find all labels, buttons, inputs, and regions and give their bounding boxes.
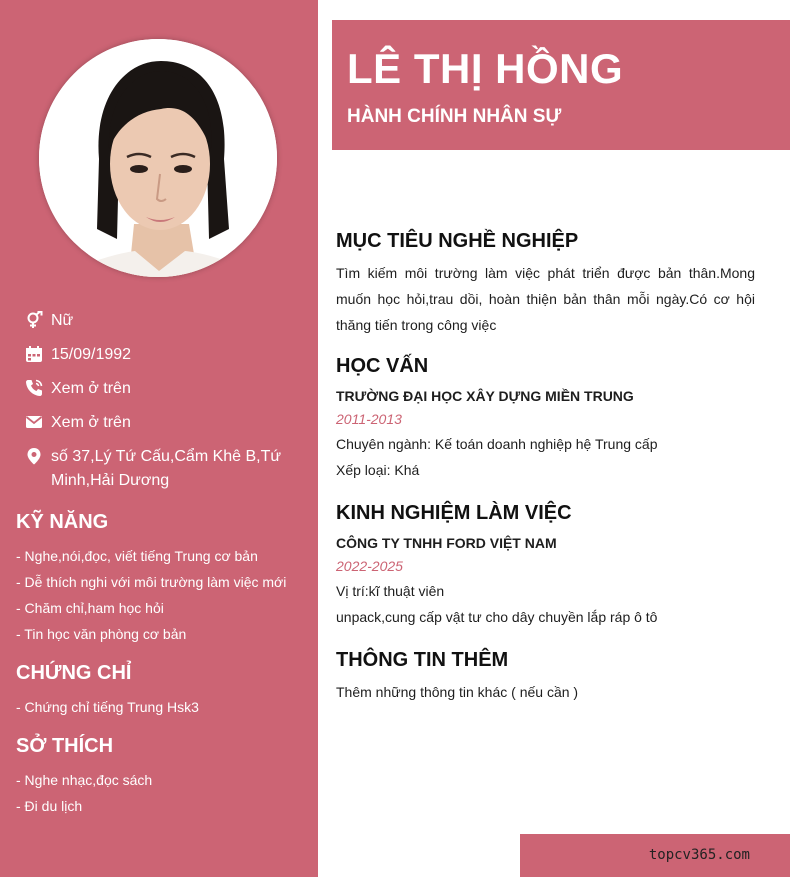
skill-item: - Chăm chỉ,ham học hỏi — [16, 600, 164, 616]
contact-birthday — [24, 343, 304, 367]
location-icon — [24, 445, 44, 467]
objective-title: MỤC TIÊU NGHỀ NGHIỆP — [336, 230, 579, 252]
skill-item: - Nghe,nói,đọc, viết tiếng Trung cơ bản — [16, 548, 258, 564]
candidate-name: LÊ THỊ HỒNG — [347, 45, 624, 92]
experience-section — [336, 500, 755, 630]
skill-item: - Dễ thích nghi với môi trường làm việc mới — [16, 574, 287, 590]
additional-title: THÔNG TIN THÊM — [336, 649, 509, 671]
experience-title: KINH NGHIỆM LÀM VIỆC — [336, 502, 572, 524]
phone-icon — [24, 377, 44, 399]
header-banner — [332, 20, 790, 150]
email-icon — [24, 411, 44, 433]
additional-section — [336, 647, 755, 705]
gender-icon — [24, 309, 44, 331]
objective-text: Tìm kiếm môi trường làm việc phát triển được bản thân.Mong muốn học hỏi,trau dồi, hoàn thiện bản thân mỗi ngày.Có cơ hội thăng tiến trong công việc — [336, 265, 755, 333]
avatar-photo — [39, 39, 277, 277]
education-major: Chuyên ngành: Kế toán doanh nghiệp hệ Trung cấp — [336, 436, 658, 452]
hobby-item: - Đi du lịch — [16, 798, 83, 814]
skill-item: - Tin học văn phòng cơ bản — [16, 626, 187, 642]
company-name: CÔNG TY TNHH FORD VIỆT NAM — [336, 535, 557, 551]
contact-address — [24, 445, 304, 493]
experience-role: Vị trí:kĩ thuật viên — [336, 583, 445, 599]
gender-text: Nữ — [51, 312, 74, 329]
birthday-text: 15/09/1992 — [51, 346, 132, 363]
candidate-position: HÀNH CHÍNH NHÂN SỰ — [347, 106, 562, 127]
contact-phone — [24, 377, 304, 401]
footer-bar — [520, 834, 790, 877]
experience-period: 2022-2025 — [336, 558, 403, 574]
calendar-icon — [24, 343, 44, 365]
certificate-item: - Chứng chỉ tiếng Trung Hsk3 — [16, 699, 199, 715]
contact-email — [24, 411, 304, 435]
education-section — [336, 353, 755, 483]
avatar — [39, 39, 277, 277]
school-name: TRƯỜNG ĐẠI HỌC XÂY DỰNG MIỀN TRUNG — [336, 388, 634, 404]
objective-section — [336, 228, 755, 338]
sidebar — [0, 0, 318, 877]
education-grade: Xếp loại: Khá — [336, 462, 420, 478]
contact-list — [24, 309, 304, 503]
hobbies-title: SỞ THÍCH — [16, 735, 114, 757]
contact-gender — [24, 309, 304, 333]
education-period: 2011-2013 — [336, 411, 402, 427]
hobby-item: - Nghe nhạc,đọc sách — [16, 772, 153, 788]
skills-title: KỸ NĂNG — [16, 511, 109, 533]
hobbies-section — [16, 733, 306, 819]
footer-watermark: topcv365.com — [648, 847, 750, 863]
certificates-section — [16, 660, 306, 720]
education-title: HỌC VẤN — [336, 355, 429, 377]
address-text: số 37,Lý Tứ Cấu,Cẩm Khê B,Tứ Minh,Hải Dương — [51, 448, 282, 489]
skills-section — [16, 509, 306, 647]
additional-text: Thêm những thông tin khác ( nếu cần ) — [336, 684, 579, 700]
certificates-title: CHỨNG CHỈ — [16, 662, 132, 684]
email-text: Xem ở trên — [51, 414, 131, 431]
experience-description: unpack,cung cấp vật tư cho dây chuyền lắp ráp ô tô — [336, 609, 658, 625]
phone-text: Xem ở trên — [51, 380, 131, 397]
